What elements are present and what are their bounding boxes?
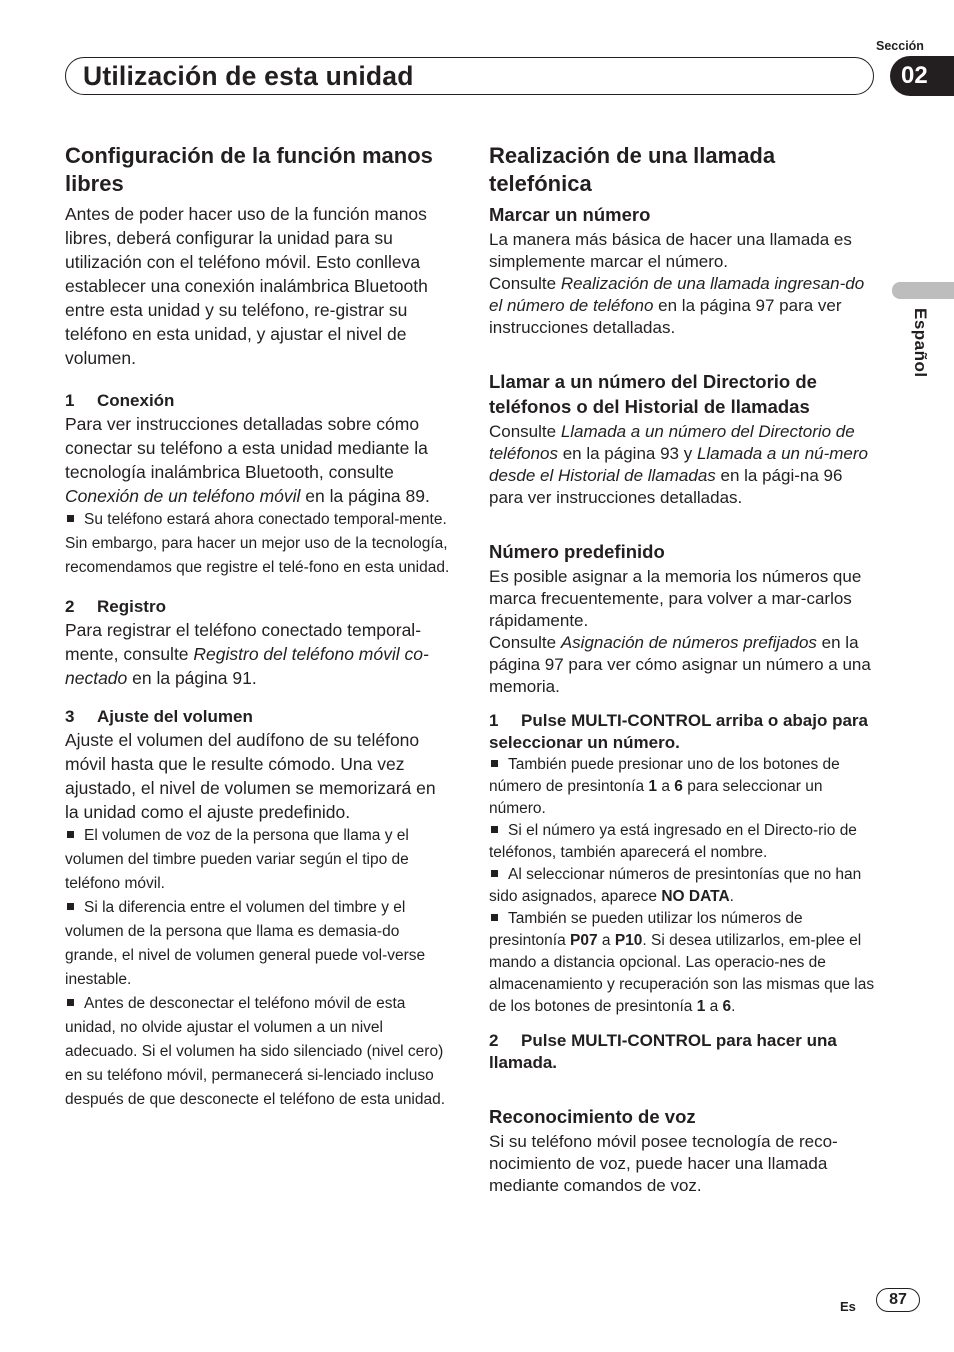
- preset-note-2: Si el número ya está ingresado en el Directo-rio de teléfonos, también aparecerá el nombre.: [489, 820, 877, 864]
- text: Consulte: [489, 633, 561, 652]
- step-connection-title: [65, 390, 450, 412]
- bold-value: 1: [648, 778, 658, 795]
- bold-value: 1: [696, 998, 706, 1015]
- step-registration-title: [65, 596, 450, 618]
- dial-body-1: La manera más básica de hacer una llamada es simplemente marcar el número.: [489, 230, 852, 271]
- text: También puede presionar uno de los botones de número de presintonía: [489, 756, 840, 795]
- step-title: Conexión: [97, 391, 175, 410]
- text: en la página 91.: [127, 668, 257, 688]
- text: en la pági-na 96 para ver instrucciones detalladas.: [489, 466, 843, 507]
- note-connection: Su teléfono estará ahora conectado temporal-mente. Sin embargo, para hacer un mejor uso de la tecnología, recomendamos que registre el telé-fono en esta unidad.: [65, 508, 450, 580]
- note-volume-2: Si la diferencia entre el volumen del timbre y el volumen de la persona que llama es demasia-do grande, el nivel de volumen general puede vol-verse inestable.: [65, 896, 450, 992]
- directory-body: [489, 421, 877, 509]
- preset-note-4: [489, 908, 877, 1018]
- section-number-badge: 02: [890, 56, 954, 96]
- step-number: 2: [489, 1031, 499, 1050]
- step-registration-body: [65, 618, 450, 690]
- text: a: [597, 932, 615, 949]
- step-title: Ajuste del volumen: [97, 707, 253, 726]
- note-volume-1: El volumen de voz de la persona que llama y el volumen del timbre pueden variar según el tipo de teléfono móvil.: [65, 824, 450, 896]
- cross-reference: Llamada a un número del Directorio de teléfonos: [489, 422, 855, 463]
- bold-value: P07: [570, 932, 598, 949]
- preset-step-2: [489, 1030, 877, 1074]
- cross-reference: Registro del teléfono móvil co-nectado: [65, 644, 429, 688]
- step-number: 1: [65, 391, 75, 410]
- text: También se pueden utilizar los números de presintonía: [489, 910, 803, 949]
- section-heading-call: Realización de una llamada telefónica: [489, 143, 776, 196]
- text: Para registrar el teléfono conectado temporal-mente, consulte: [65, 620, 422, 664]
- step-volume-body: Ajuste el volumen del audífono de su teléfono móvil hasta que le resulte cómodo. Una vez ajustado, el nivel de volumen se memorizará en la unidad como el ajuste predefinido.: [65, 730, 436, 822]
- preset-body-1: Es posible asignar a la memoria los números que marca frecuentemente, para volver a mar-carlos rápidamente.: [489, 567, 862, 630]
- cross-reference: Llamada a un nú-mero desde el Historial de llamadas: [489, 444, 868, 485]
- text: en la página 97 para ver cómo asignar un número a una memoria.: [489, 633, 871, 696]
- text: en la página 89.: [300, 486, 430, 506]
- text: .: [729, 888, 734, 905]
- step-connection-body: [65, 412, 450, 508]
- step-title: Registro: [97, 597, 166, 616]
- page-number: 87: [876, 1288, 920, 1312]
- preset-note-1: [489, 754, 877, 820]
- dial-body-2: [489, 273, 877, 339]
- text: en la página 93 y: [558, 444, 697, 463]
- bold-value: 6: [674, 778, 683, 795]
- text: .: [731, 998, 736, 1015]
- section-heading-handsfree: Configuración de la función manos libres: [65, 143, 433, 196]
- language-tab-marker: [892, 282, 954, 299]
- cross-reference: Conexión de un teléfono móvil: [65, 486, 301, 506]
- note-volume-3: Antes de desconectar el teléfono móvil de esta unidad, no olvide ajustar el volumen a un nivel adecuado. Si el volumen ha sido silenciado (nivel cero) en su teléfono móvil, permanecerá si-lenciado incluso después de que desconecte el teléfono de esta unidad.: [65, 992, 450, 1112]
- text: . Si desea utilizarlos, em-plee el mando a distancia opcional. Las operacio-nes de almacenamiento y recuperación son las mismas que las de los botones de presintonía: [489, 932, 875, 1015]
- bold-value: P10: [614, 932, 643, 949]
- cross-reference: Realización de una llamada ingresan-do el número de teléfono: [489, 274, 865, 315]
- section-label: Sección: [876, 39, 924, 53]
- left-column: [65, 142, 450, 1112]
- voice-body: Si su teléfono móvil posee tecnología de reco-nocimiento de voz, puede hacer una llamada mediante comandos de voz.: [489, 1132, 838, 1195]
- subheading-directory: Llamar a un número del Directorio de teléfonos o del Historial de llamadas: [489, 371, 817, 417]
- bold-value: 6: [722, 998, 732, 1015]
- cross-reference: Asignación de números prefijados: [560, 633, 817, 652]
- footer-language-code: Es: [840, 1299, 856, 1314]
- subheading-voice: Reconocimiento de voz: [489, 1106, 696, 1127]
- step-number: 3: [65, 707, 75, 726]
- preset-body-2: [489, 632, 877, 698]
- preset-step-1: [489, 710, 877, 754]
- preset-note-3: [489, 864, 877, 908]
- step-title: Pulse MULTI-CONTROL arriba o abajo para seleccionar un número.: [489, 711, 868, 752]
- right-column: [489, 142, 877, 1197]
- intro-paragraph: Antes de poder hacer uso de la función manos libres, deberá configurar la unidad para su utilización con el teléfono móvil. Esto conlleva establecer una conexión inalámbrica Bluetooth entre esta unidad y su teléfono, re-gistrar su teléfono en esta unidad, y ajustar el nivel de volumen.: [65, 204, 428, 368]
- text: para seleccionar un número.: [489, 778, 823, 817]
- step-number: 2: [65, 597, 75, 616]
- language-label: Español: [911, 308, 930, 378]
- text: Consulte: [489, 274, 561, 293]
- subheading-dial: Marcar un número: [489, 204, 651, 225]
- subheading-preset: Número predefinido: [489, 541, 665, 562]
- text: Para ver instrucciones detalladas sobre cómo conectar su teléfono a esta unidad mediante la tecnología inalámbrica Bluetooth, consulte: [65, 414, 428, 482]
- text: Al seleccionar números de presintonías que no han sido asignados, aparece: [489, 866, 862, 905]
- step-volume-title: [65, 706, 450, 728]
- page-title: Utilización de esta unidad: [83, 61, 414, 91]
- text: en la página 97 para ver instrucciones detalladas.: [489, 296, 842, 337]
- text: Consulte: [489, 422, 561, 441]
- step-number: 1: [489, 711, 499, 730]
- bold-value: NO DATA: [661, 888, 730, 905]
- text: a: [657, 778, 675, 795]
- step-title: Pulse MULTI-CONTROL para hacer una llamada.: [489, 1031, 837, 1072]
- text: a: [705, 998, 723, 1015]
